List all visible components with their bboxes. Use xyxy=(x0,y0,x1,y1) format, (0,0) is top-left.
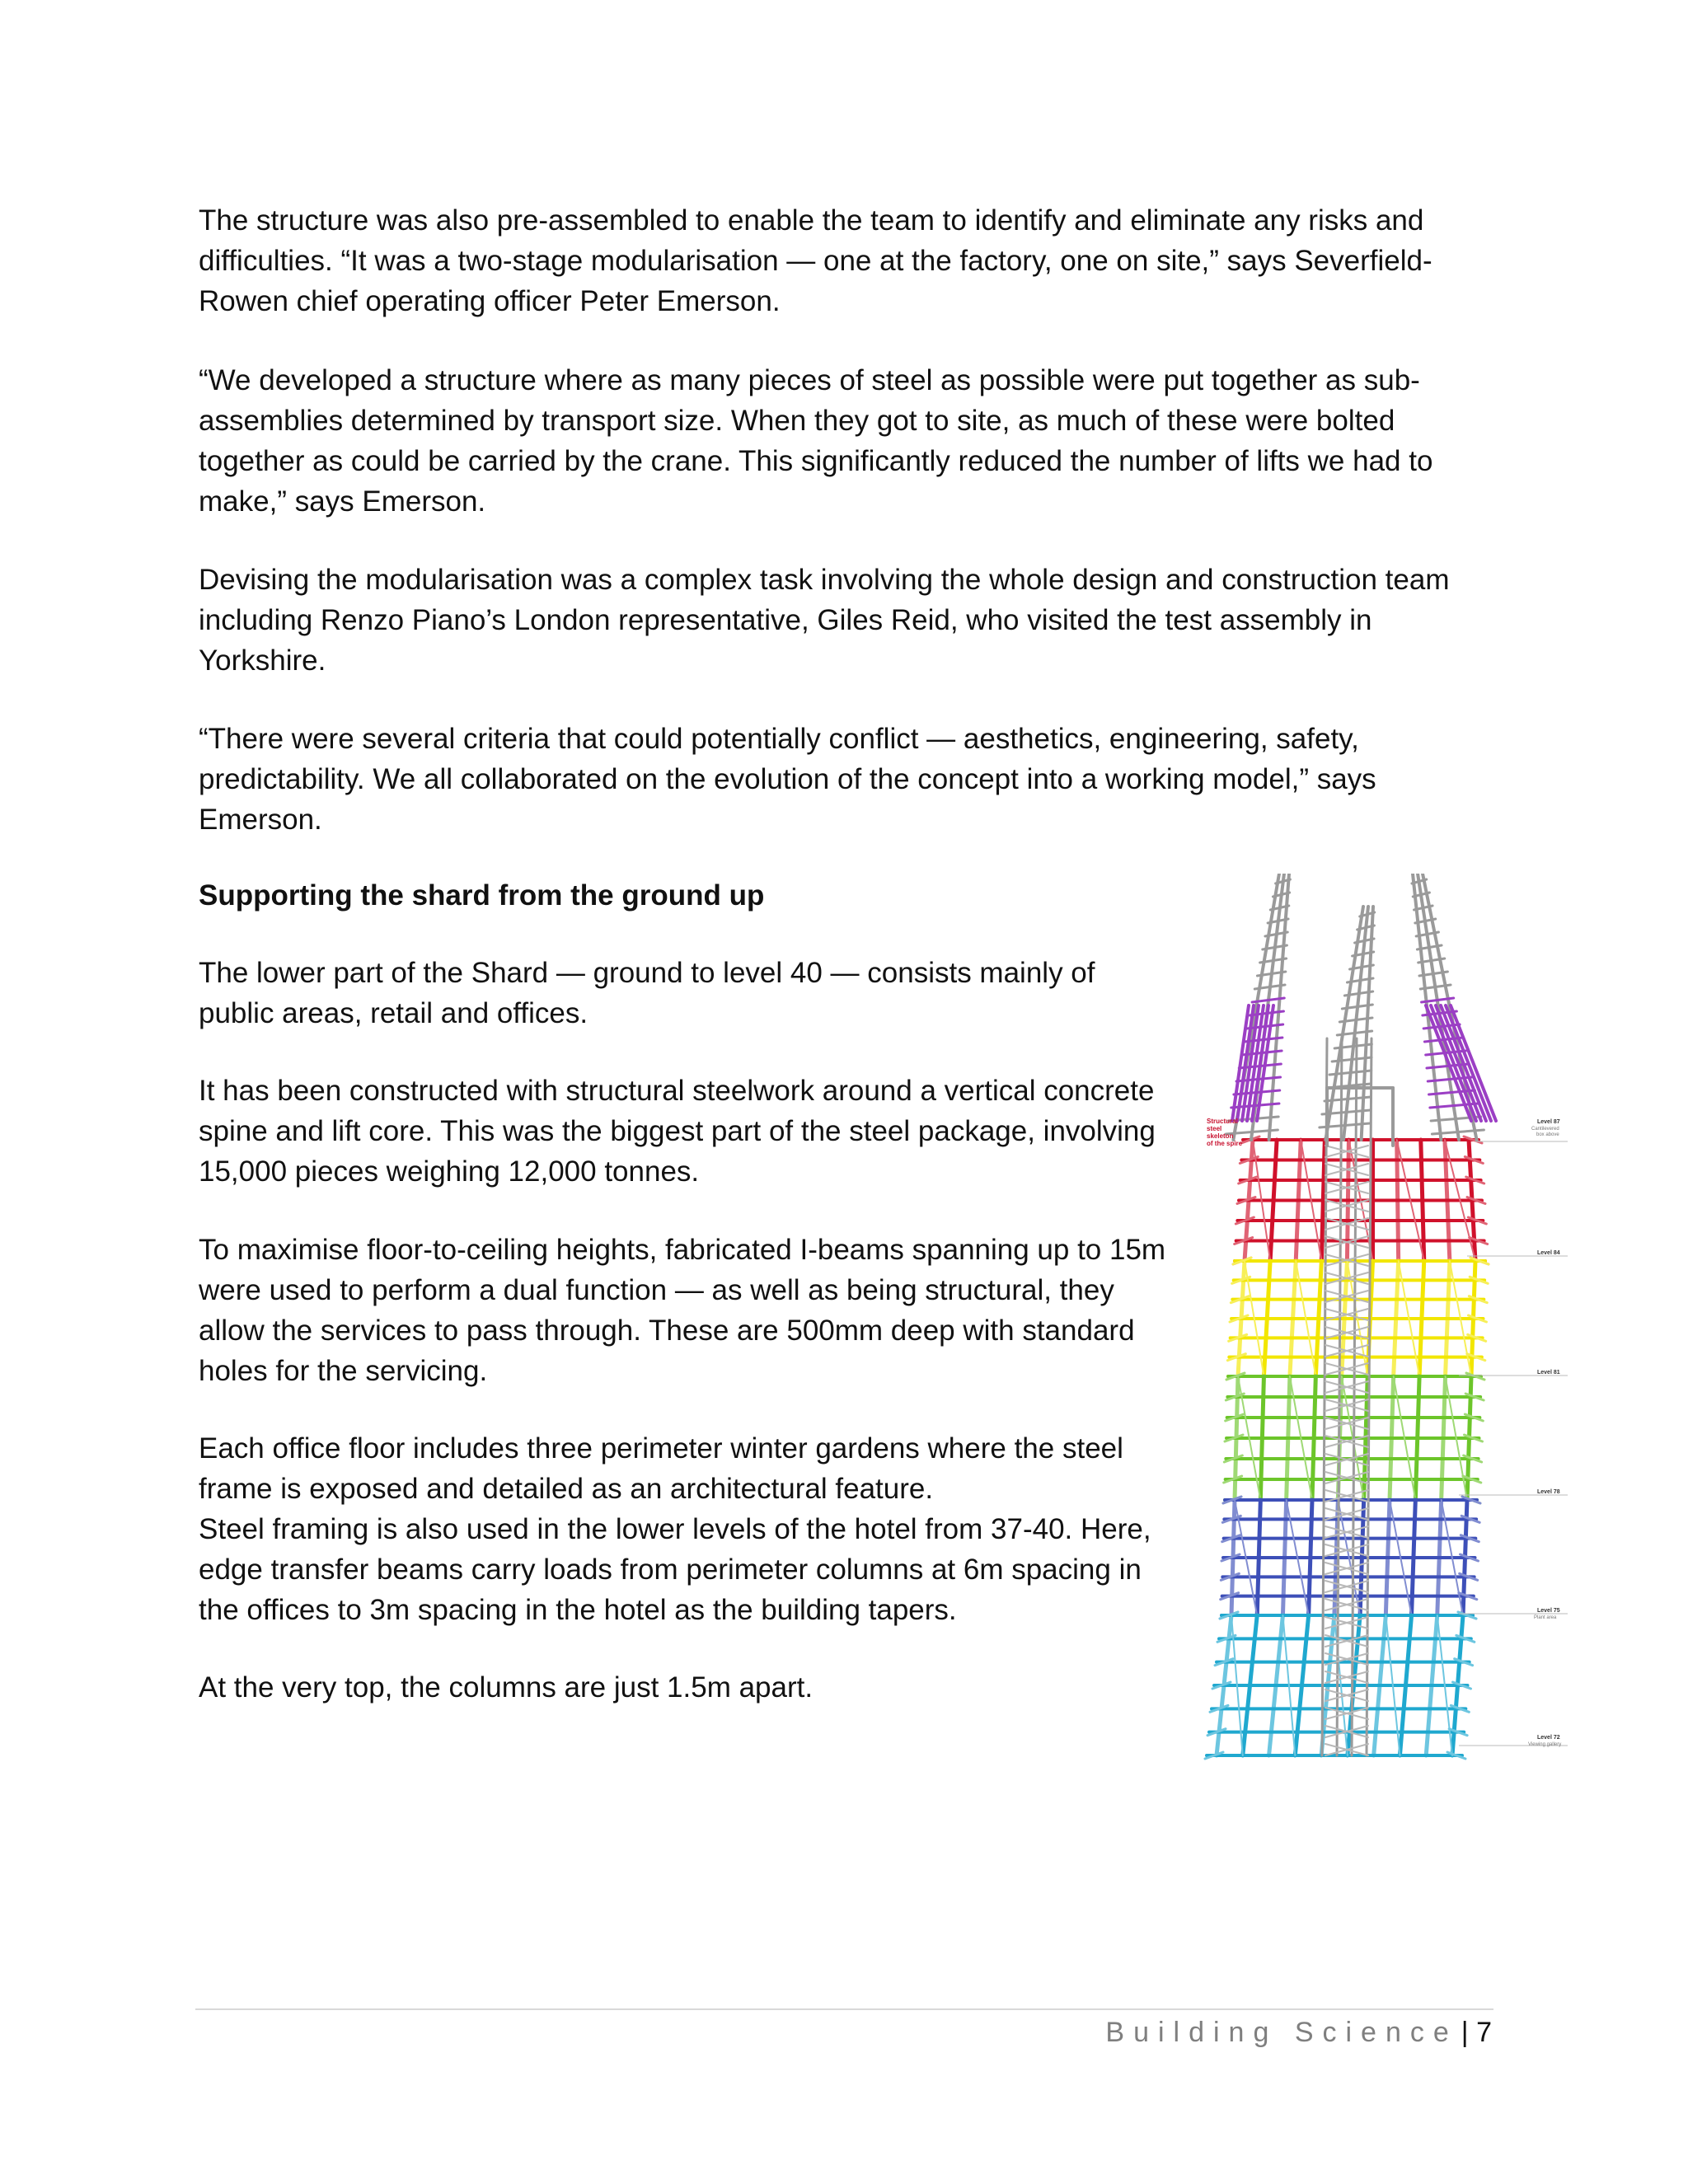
level-note: Viewing gallery xyxy=(1528,1742,1562,1747)
paragraph-ibeams: To maximise floor-to-ceiling heights, fabricated I-beams spanning up to 15m were used to perform a dual function — as well as being structural, they allow the services to pass through. These are 500mm deep with standard holes for the servicing. xyxy=(199,1234,1166,1387)
paragraph-modularisation: Devising the modularisation was a complex task involving the whole design and construction team including Renzo Piano’s London representative, Giles Reid, who visited the test assembly in Yorkshire. xyxy=(199,564,1450,677)
level-label: Level 87 xyxy=(1537,1119,1560,1125)
spire-steel-frame xyxy=(1205,874,1496,1759)
paragraph-hotel-framing: Steel framing is also used in the lower levels of the hotel from 37-40. Here, edge transfer beams carry loads from perimeter columns at 6m spacing in the offices to 3m spacing in the hotel as the building tapers. xyxy=(199,1513,1151,1626)
paragraph-steelwork: It has been constructed with structural steelwork around a vertical concrete spine and lift core. This was the biggest part of the steel package, involving 15,000 pieces weighing 12,000 tonnes. xyxy=(199,1075,1156,1188)
paragraph-subassemblies: “We developed a structure where as many pieces of steel as possible were put together as sub-assemblies determined by transport size. When they got to site, as much of these were bolted together as could be carried by the crane. This significantly reduced the number of lifts we had to make,” says Emerson. xyxy=(199,364,1433,518)
level-label: Level 81 xyxy=(1537,1370,1560,1376)
level-label: Level 84 xyxy=(1537,1250,1560,1256)
caption-line: Structural xyxy=(1207,1118,1238,1125)
footer-divider xyxy=(195,2008,1493,2010)
page-footer xyxy=(1105,2013,1492,2052)
level-label: Level 72 xyxy=(1537,1735,1560,1741)
spire-skeleton-figure xyxy=(1187,874,1582,1764)
section-heading: Supporting the shard from the ground up xyxy=(199,879,765,912)
spire-skeleton-illustration xyxy=(1187,874,1582,1764)
page-number: 7 xyxy=(1476,2017,1492,2048)
caption-line: steel xyxy=(1207,1125,1222,1132)
paragraph-lower-part: The lower part of the Shard — ground to level 40 — consists mainly of public areas, retail and offices. xyxy=(199,957,1095,1029)
level-label: Level 75 xyxy=(1537,1608,1560,1614)
level-note: box above xyxy=(1536,1132,1559,1137)
caption-line: of the spire xyxy=(1207,1140,1243,1147)
level-note: Cantilevered xyxy=(1531,1127,1559,1132)
paragraph-winter-gardens: Each office floor includes three perimeter winter gardens where the steel frame is exposed and detailed as an architectural feature. xyxy=(199,1432,1123,1505)
paragraph-preassembly: The structure was also pre-assembled to enable the team to identify and eliminate any risks and difficulties. “It was a two-stage modularisation — one at the factory, one on site,” says Severfield-Rowen chief operating officer Peter Emerson. xyxy=(199,204,1432,317)
paragraph-office-floors xyxy=(199,1428,1171,1630)
caption-line: skeleton xyxy=(1207,1132,1234,1140)
paragraph-criteria: “There were several criteria that could potentially conflict — aesthetics, engineering, safety, predictability. We all collaborated on the evolution of the concept into a working model,” says Emerson. xyxy=(199,723,1376,836)
paragraph-top-columns: At the very top, the columns are just 1.5m apart. xyxy=(199,1671,814,1704)
level-label: Level 78 xyxy=(1537,1489,1560,1495)
level-note: Plant area xyxy=(1534,1615,1557,1620)
footer-title: Building Science xyxy=(1105,2017,1458,2048)
footer-separator: | xyxy=(1461,2017,1469,2048)
level-labels xyxy=(1459,1119,1568,1747)
